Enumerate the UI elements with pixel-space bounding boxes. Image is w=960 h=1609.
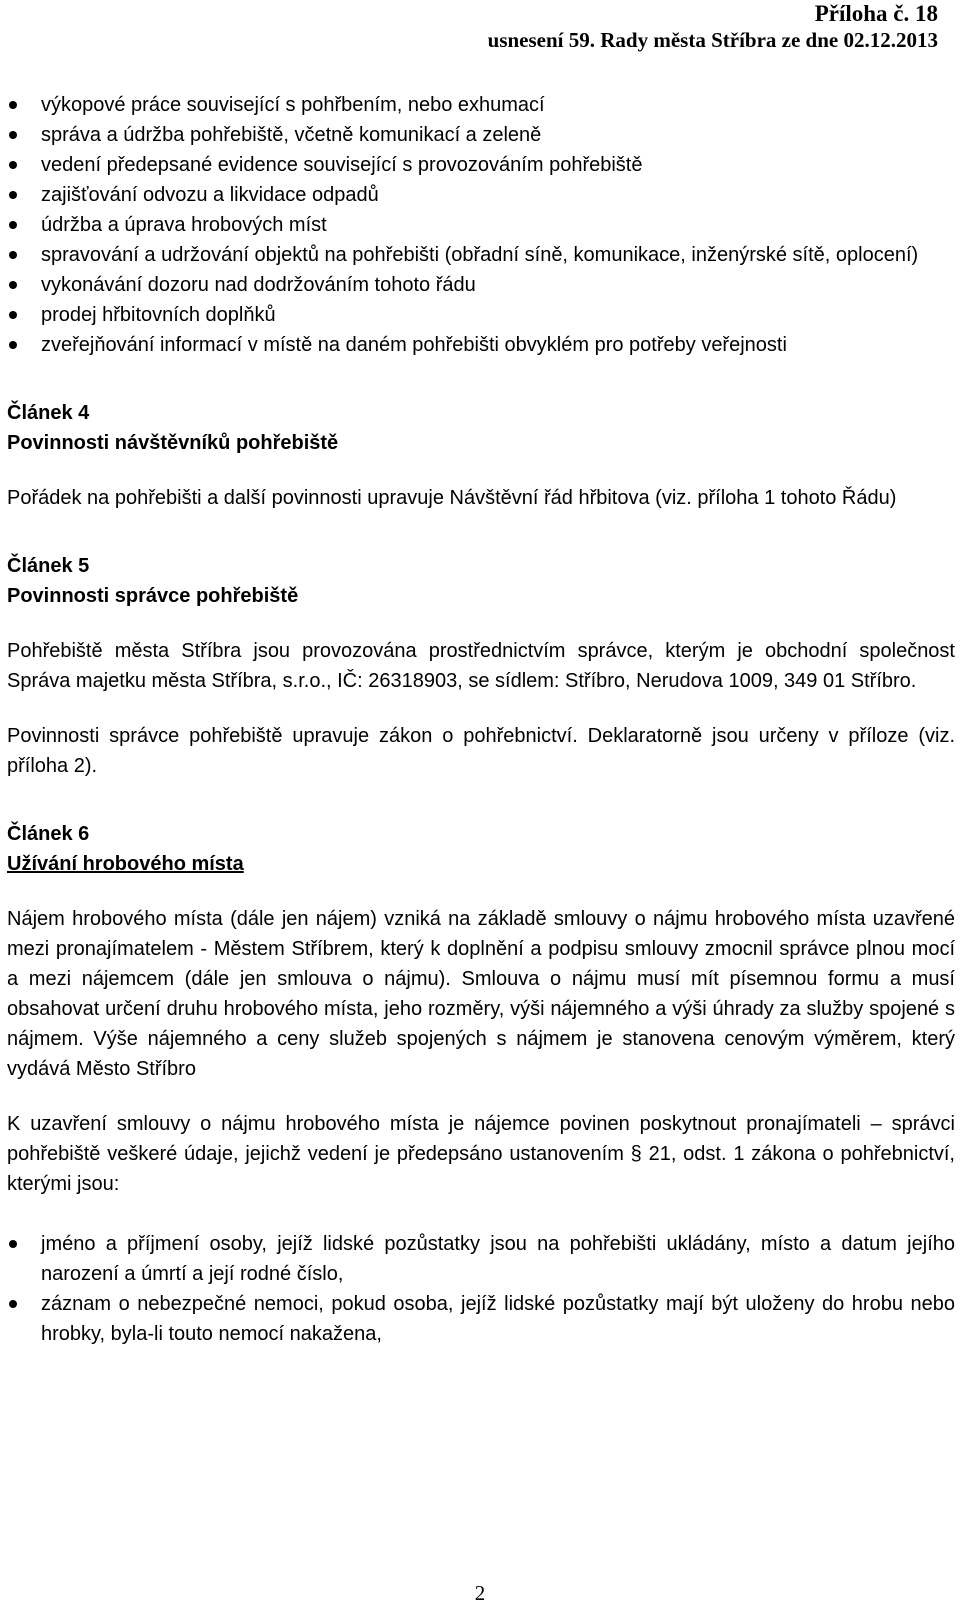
list-item: zajišťování odvozu a likvidace odpadů xyxy=(7,180,955,210)
article-5-number: Článek 5 xyxy=(7,555,90,577)
list-item: vedení předepsané evidence související s provozováním pohřebiště xyxy=(7,150,955,180)
list-item: jméno a příjmení osoby, jejíž lidské pozůstatky jsou na pohřebišti ukládány, místo a datum jejího narození a úmrtí a její rodné číslo, xyxy=(7,1229,955,1289)
list-item: záznam o nebezpečné nemoci, pokud osoba, jejíž lidské pozůstatky mají být uloženy do hrobu nebo hrobky, byla-li touto nemocí nakažena, xyxy=(7,1289,955,1349)
article-4-number: Článek 4 xyxy=(7,402,90,424)
article-5-paragraph-1: Pohřebiště města Stříbra jsou provozována prostřednictvím správce, kterým je obchodní společnost Správa majetku města Stříbra, s.r.o., IČ: 26318903, se sídlem: Stříbro, Nerudova 1009, 349 01 Stříbro. xyxy=(7,640,955,692)
list-item: správa a údržba pohřebiště, včetně komunikací a zeleně xyxy=(7,120,955,150)
page-number: 2 xyxy=(474,1581,486,1605)
list-item: výkopové práce související s pohřbením, nebo exhumací xyxy=(7,90,955,120)
attachment-label: Příloha č. 18 xyxy=(814,1,938,26)
article-6-title: Užívání hrobového místa xyxy=(7,853,244,875)
article-5-paragraph-2: Povinnosti správce pohřebiště upravuje zákon o pohřebnictví. Deklaratorně jsou určeny v příloze (viz. příloha 2). xyxy=(7,725,955,777)
list-item: údržba a úprava hrobových míst xyxy=(7,210,955,240)
document-header xyxy=(488,0,938,54)
list-item: prodej hřbitovních doplňků xyxy=(7,300,955,330)
article-6-paragraph-2: K uzavření smlouvy o nájmu hrobového místa je nájemce povinen poskytnout pronajímateli – správci pohřebiště veškeré údaje, jejichž vedení je předepsáno ustanovením § 21, odst. 1 zákona o pohřebnictví, kterými jsou: xyxy=(7,1113,955,1195)
article-4-paragraph: Pořádek na pohřebišti a další povinnosti upravuje Návštěvní řád hřbitova (viz. příloha 1 tohoto Řádu) xyxy=(7,487,897,509)
list-item: spravování a udržování objektů na pohřebišti (obřadní síně, komunikace, inženýrské sítě, oplocení) xyxy=(7,240,955,270)
required-data-list xyxy=(7,1229,955,1349)
list-item: zveřejňování informací v místě na daném pohřebišti obvyklém pro potřeby veřejnosti xyxy=(7,330,955,360)
administrator-duties-list xyxy=(7,90,955,360)
article-6-paragraph-1: Nájem hrobového místa (dále jen nájem) vzniká na základě smlouvy o nájmu hrobového místa uzavřené mezi pronajímatelem - Městem Stříbrem, který k doplnění a podpisu smlouvy zmocnil správce plnou mocí a mezi nájemcem (dále jen smlouva o nájmu). Smlouva o nájmu musí mít písemnou formu a musí obsahovat určení druhu hrobového místa, jeho rozměry, výši nájemného a výši úhrady za služby spojené s nájmem. Výše nájemného a ceny služeb spojených s nájmem je stanovena cenovým výměrem, který vydává Město Stříbro xyxy=(7,908,955,1080)
article-4-title: Povinnosti návštěvníků pohřebiště xyxy=(7,432,339,454)
article-6-number: Článek 6 xyxy=(7,823,90,845)
article-5-title: Povinnosti správce pohřebiště xyxy=(7,585,299,607)
resolution-label: usnesení 59. Rady města Stříbra ze dne 02.12.2013 xyxy=(487,28,938,52)
document-body xyxy=(7,90,955,1349)
list-item: vykonávání dozoru nad dodržováním tohoto řádu xyxy=(7,270,955,300)
